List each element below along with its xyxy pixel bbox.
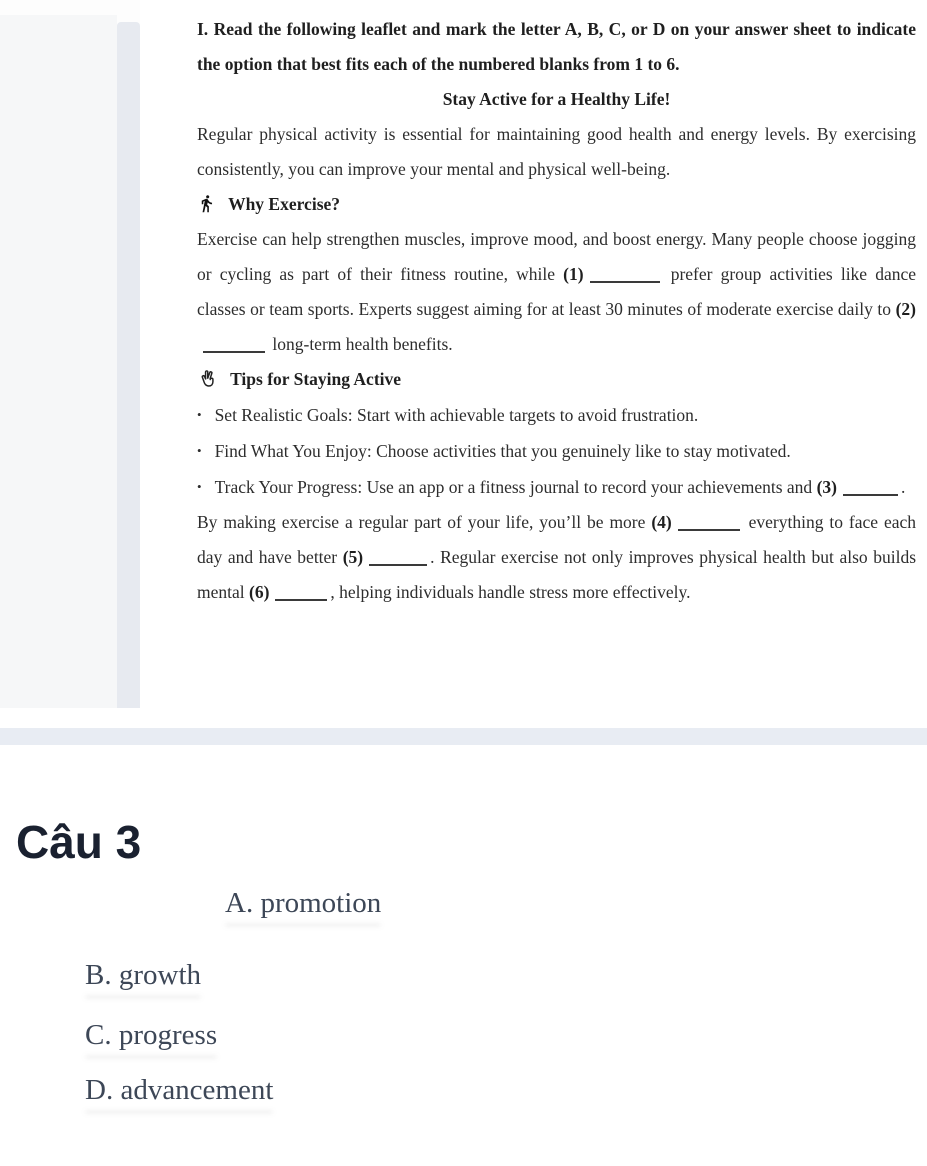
leaflet-intro-paragraph: Regular physical activity is essential for maintaining good health and energy levels. By exercising consistently, you can improve your mental and physical well-being. xyxy=(197,124,916,179)
answer-option-b[interactable]: B. growth xyxy=(85,959,201,999)
answer-option-d[interactable]: D. advancement xyxy=(85,1074,273,1114)
leaflet-title: Stay Active for a Healthy Life! xyxy=(442,89,671,109)
bullet-item-enjoy: • Find What You Enjoy: Choose activities that you genuinely like to stay motivated. xyxy=(197,441,791,461)
section-heading-label: Tips for Staying Active xyxy=(230,369,402,389)
blank-line xyxy=(203,340,265,353)
blank-line xyxy=(275,588,327,601)
blank-line xyxy=(590,270,660,283)
section-heading-label: Why Exercise? xyxy=(228,194,341,214)
answer-option-c[interactable]: C. progress xyxy=(85,1019,217,1059)
blank-line xyxy=(369,553,427,566)
victory-hand-icon xyxy=(197,368,218,389)
question-number-heading: Câu 3 xyxy=(16,816,142,868)
runner-icon xyxy=(197,193,216,214)
section-heading-why-exercise xyxy=(197,187,916,222)
leaflet-why-paragraph: Exercise can help strengthen muscles, improve mood, and boost energy. Many people choose jogging or cycling as part of their fitness routine, while (1) prefer group activities like dance classes or team sports. Experts suggest aiming for at least 30 minutes of moderate exercise daily to (2) long-term health benefits. xyxy=(197,229,916,354)
document-content xyxy=(197,12,916,610)
blank-line xyxy=(843,483,898,496)
leaflet-conclusion-paragraph: By making exercise a regular part of your life, you’ll be more (4) everything to face each day and have better (5) . Regular exercise not only improves physical health but also builds mental (6) , helping individuals handle stress more effectively. xyxy=(197,512,917,602)
question-panel xyxy=(0,745,927,1166)
bullet-item-goals: • Set Realistic Goals: Start with achievable targets to avoid frustration. xyxy=(197,405,699,425)
section-heading-tips xyxy=(197,362,916,397)
bullet-item-progress: • Track Your Progress: Use an app or a fitness journal to record your achievements and (3) . xyxy=(197,477,906,497)
exam-instructions: I. Read the following leaflet and mark the letter A, B, C, or D on your answer sheet to indicate the option that best fits each of the numbered blanks from 1 to 6. xyxy=(197,19,916,74)
document-page xyxy=(140,0,927,708)
document-margin xyxy=(0,15,117,708)
page-edge-strip xyxy=(117,22,140,708)
blank-line xyxy=(678,518,740,531)
answer-option-a[interactable]: A. promotion xyxy=(225,887,381,927)
section-divider-band xyxy=(0,728,927,745)
